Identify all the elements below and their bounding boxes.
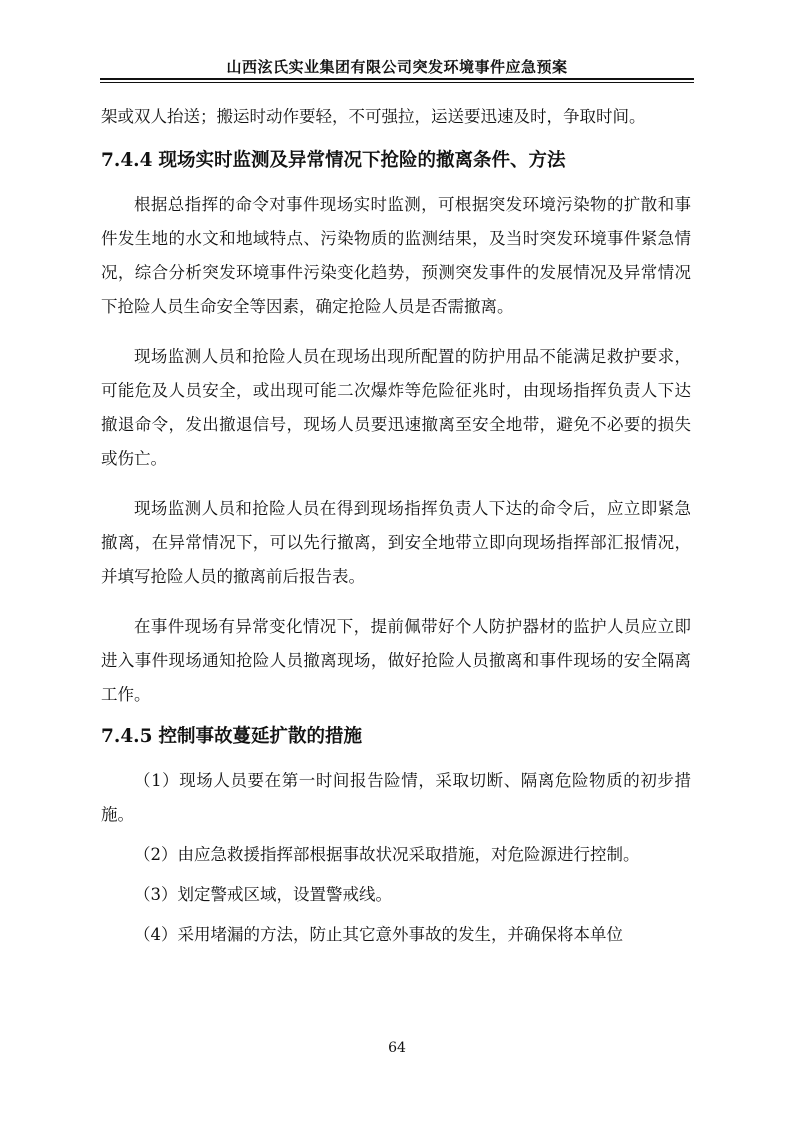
section-title: 控制事故蔓延扩散的措施 [158,726,363,747]
header-rule-thick [100,78,694,80]
paragraph: 现场监测人员和抢险人员在得到现场指挥负责人下达的命令后，应立即紧急撤离，在异常情况下，可以先行撤离，到安全地带立即向现场指挥部汇报情况，并填写抢险人员的撤离前后报告表。 [101,499,691,586]
section-number: 7.4.4 [101,150,153,171]
section-heading-7-4-5 [101,720,691,754]
section-title: 现场实时监测及异常情况下抢险的撤离条件、方法 [158,150,566,171]
page-number: 64 [388,1040,406,1056]
list-item: （4）采用堵漏的方法，防止其它意外事故的发生，并确保将本单位 [134,925,623,944]
paragraph: 在事件现场有异常变化情况下，提前佩带好个人防护器材的监护人员应立即进入事件现场通知抢险人员撤离现场，做好抢险人员撤离和事件现场的安全隔离工作。 [101,617,691,704]
continuation-paragraph: 架或双人抬送；搬运时动作要轻，不可强拉，运送要迅速及时，争取时间。 [101,107,646,126]
page-body [101,100,691,958]
header-rule-thin [100,82,694,83]
section-number: 7.4.5 [101,726,153,747]
section-heading-7-4-4 [101,144,691,178]
paragraph: 现场监测人员和抢险人员在现场出现所配置的防护用品不能满足救护要求，可能危及人员安全，或出现可能二次爆炸等危险征兆时，由现场指挥负责人下达撤退命令，发出撤退信号，现场人员要迅速撤离至安全地带，避免不必要的损失或伤亡。 [101,347,691,468]
list-item: （1）现场人员要在第一时间报告险情，采取切断、隔离危险物质的初步措施。 [101,771,691,824]
list-item: （2）由应急救援指挥部根据事故状况采取措施，对危险源进行控制。 [134,845,640,864]
list-item: （3）划定警戒区域，设置警戒线。 [134,885,392,904]
running-header: 山西泫氏实业集团有限公司突发环境事件应急预案 [226,58,568,76]
paragraph: 根据总指挥的命令对事件现场实时监测，可根据突发环境污染物的扩散和事件发生地的水文和地域特点、污染物质的监测结果，及当时突发环境事件紧急情况，综合分析突发环境事件污染变化趋势，预测突发事件的发展情况及异常情况下抢险人员生命安全等因素，确定抢险人员是否需撤离。 [101,195,691,316]
